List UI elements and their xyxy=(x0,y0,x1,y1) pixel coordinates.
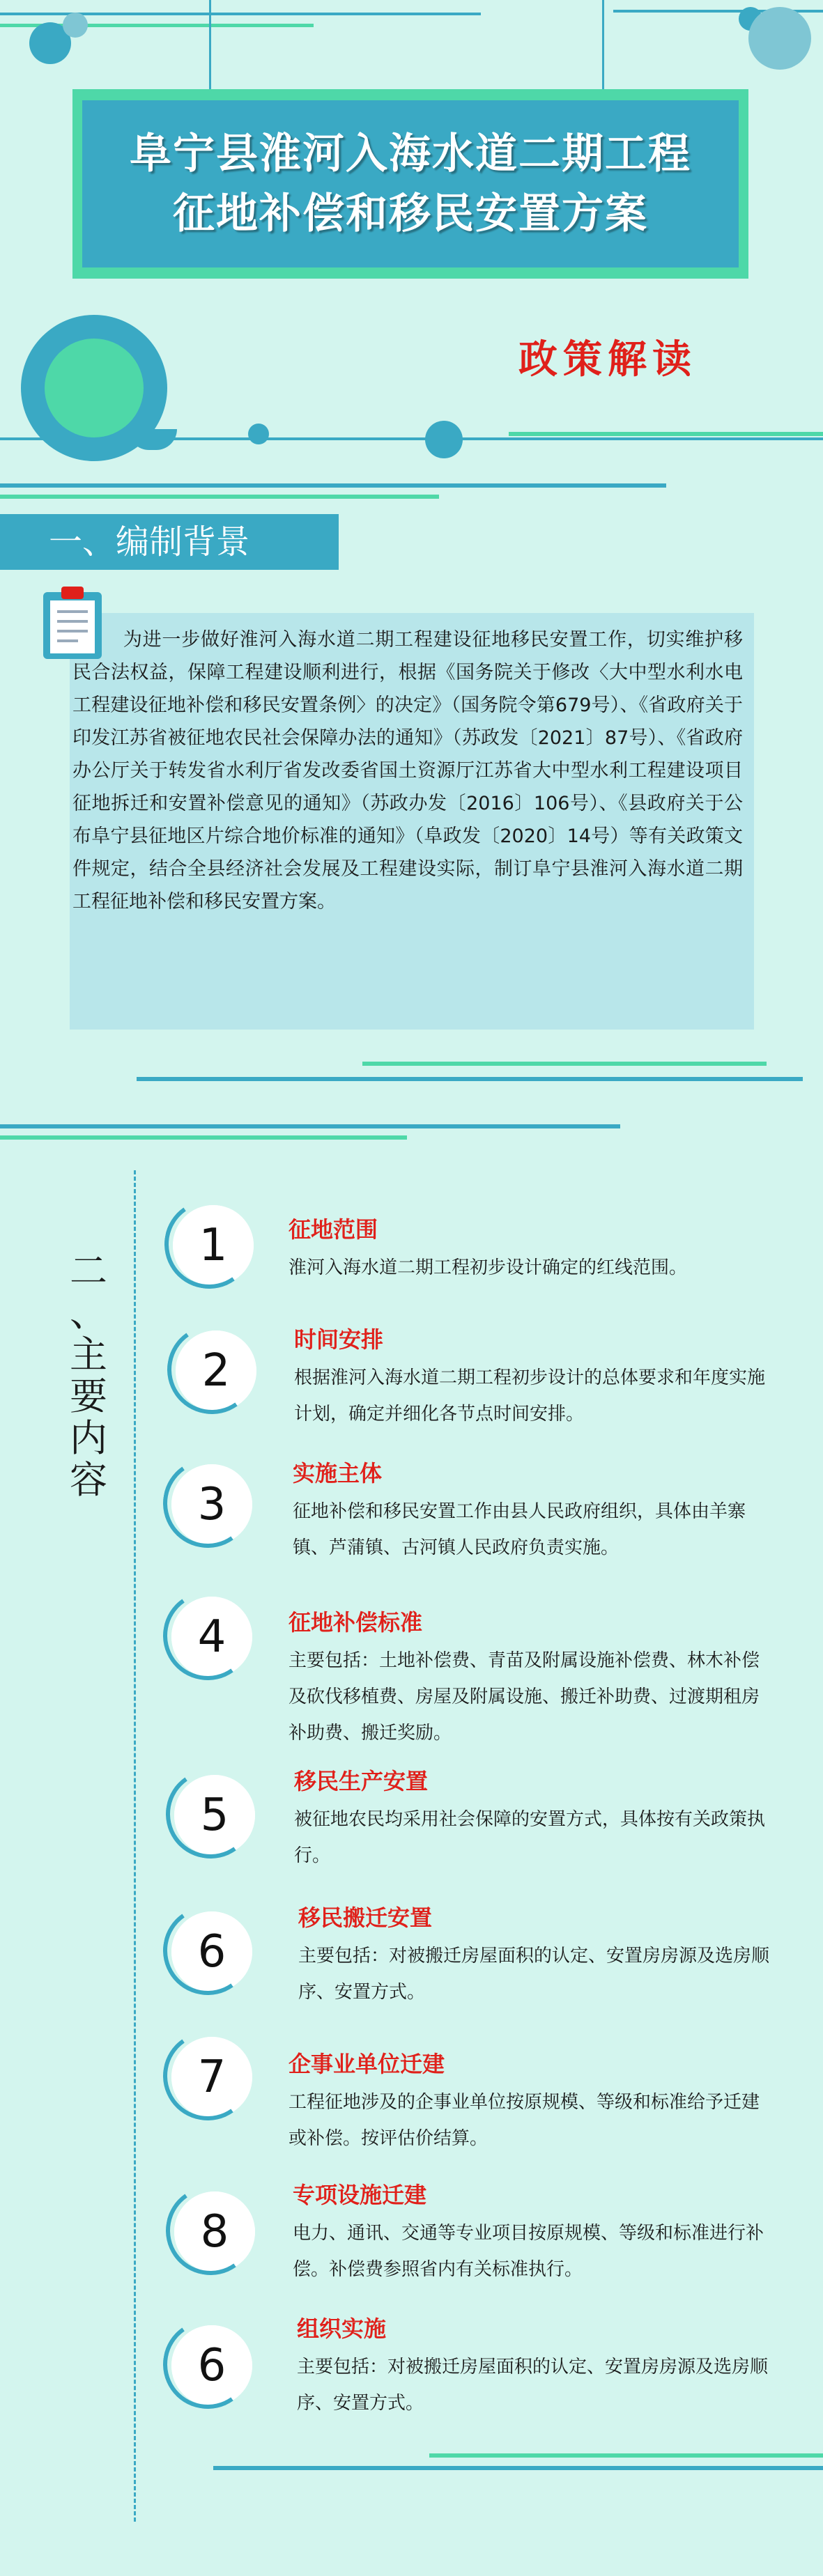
title-line-1: 阜宁县淮河入海水道二期工程 xyxy=(130,130,691,178)
item-number-badge: 1 xyxy=(173,1205,254,1286)
deco-line xyxy=(429,2453,823,2458)
title-banner xyxy=(72,89,748,279)
item-description: 主要包括：土地补偿费、青苗及附属设施补偿费、林木补偿及砍伐移植费、房屋及附属设施、搬迁补助费、过渡期租房补助费、搬迁奖励。 xyxy=(289,1650,760,1744)
item-title: 征地补偿标准 xyxy=(289,1609,423,1636)
deco-line xyxy=(0,483,666,488)
item-title: 移民搬迁安置 xyxy=(298,1904,433,1931)
item-description: 主要包括：对被搬迁房屋面积的认定、安置房房源及选房顺序、安置方式。 xyxy=(297,2357,769,2414)
item-title: 专项设施迁建 xyxy=(293,2182,427,2208)
item-number-badge: 4 xyxy=(171,1597,252,1677)
deco-vline xyxy=(602,0,604,91)
deco-dot xyxy=(248,424,269,444)
deco-line xyxy=(362,1062,767,1066)
item-number-badge: 7 xyxy=(171,2037,252,2118)
section-2-heading: 二 、 主 要 内 容 xyxy=(70,1249,107,1502)
item-description: 淮河入海水道二期工程初步设计确定的红线范围。 xyxy=(289,1257,688,1278)
deco-line xyxy=(0,495,439,499)
item-description: 根据淮河入海水道二期工程初步设计的总体要求和年度实施计划，确定并细化各节点时间安排。 xyxy=(294,1367,766,1425)
item-description: 被征地农民均采用社会保障的安置方式，具体按有关政策执行。 xyxy=(294,1809,766,1866)
policy-interpretation-tag: 政策解读 xyxy=(518,336,697,382)
timeline-dashed-line xyxy=(134,1170,136,2522)
title-line-2: 征地补偿和移民安置方案 xyxy=(173,189,648,238)
deco-dot xyxy=(63,13,88,38)
deco-line xyxy=(0,1124,620,1128)
deco-line xyxy=(509,432,823,436)
item-number-badge: 6 xyxy=(171,1911,252,1992)
section-heading-background xyxy=(0,514,339,570)
deco-vline xyxy=(209,0,211,91)
item-number-badge: 8 xyxy=(174,2191,255,2272)
item-title: 移民生产安置 xyxy=(294,1768,429,1794)
deco-dot xyxy=(748,7,811,70)
item-title: 组织实施 xyxy=(297,2315,387,2342)
deco-ring-inner xyxy=(45,339,144,437)
item-description: 工程征地涉及的企事业单位按原规模、等级和标准给予迁建或补偿。按评估价结算。 xyxy=(289,2092,760,2149)
background-paragraph: 为进一步做好淮河入海水道二期工程建设征地移民安置工作，切实维护移民合法权益，保障工程建设顺利进行，根据《国务院关于修改〈大中型水利水电工程建设征地补偿和移民安置条例〉的决定》（国务院令第679号）、《省政府关于印发江苏省被征地农民社会保障办法的通知》（苏政发〔2021〕87号）、《省政府办公厅关于转发省水利厅省发改委省国土资源厅江苏省大中型水利工程建设项目征地拆迁和安置补偿意见的通知》（苏政办发〔2016〕106号）、《县政府关于公布阜宁县征地区片综合地价标准的通知》（阜政发〔2020〕14号）等有关政策文件规定，结合全县经济社会发展及工程建设实际，制订阜宁县淮河入海水道二期工程征地补偿和移民安置方案。 xyxy=(72,629,743,913)
item-description: 征地补偿和移民安置工作由县人民政府组织，具体由羊寨镇、芦蒲镇、古河镇人民政府负责实施。 xyxy=(293,1501,746,1558)
item-title: 时间安排 xyxy=(294,1326,384,1353)
item-number-badge: 3 xyxy=(171,1464,252,1545)
item-description: 电力、通讯、交通等专业项目按原规模、等级和标准进行补偿。补偿费参照省内有关标准执行。 xyxy=(293,2223,764,2280)
item-number-badge: 6 xyxy=(171,2325,252,2406)
deco-line xyxy=(213,2466,823,2470)
item-title: 企事业单位迁建 xyxy=(289,2051,445,2077)
deco-line xyxy=(0,1135,407,1140)
deco-line xyxy=(137,1077,803,1081)
section-heading: 一、编制背景 xyxy=(49,522,250,561)
deco-line xyxy=(0,437,823,440)
item-title: 实施主体 xyxy=(293,1460,383,1487)
item-title: 征地范围 xyxy=(289,1216,378,1243)
item-number-badge: 5 xyxy=(174,1775,255,1856)
item-number-badge: 2 xyxy=(176,1330,256,1411)
item-description: 主要包括：对被搬迁房屋面积的认定、安置房房源及选房顺序、安置方式。 xyxy=(298,1946,770,2003)
